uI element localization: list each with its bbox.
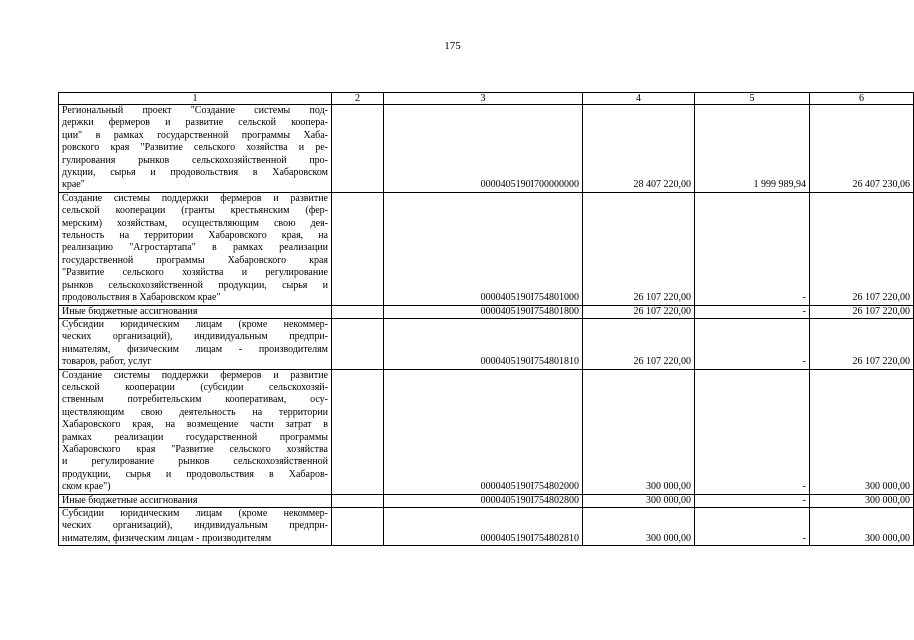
column-header: 1 [59, 93, 332, 105]
description-line: ровского края "Развитие сельского хозяйства и ре- [62, 142, 328, 154]
amount-column-5: - [695, 318, 810, 369]
description-line: ческих организаций), индивидуальным предпри- [62, 331, 328, 343]
table-row [59, 369, 914, 494]
description-line: ском крае") [62, 481, 111, 493]
description-line: Хабаровского края, на возмещение части затрат в [62, 419, 328, 431]
description-line: мерским) хозяйствам, осуществляющим свою дея- [62, 217, 328, 229]
description-line: Иные бюджетные ассигнования [62, 494, 198, 506]
description-line: нимателям, физическим лицам - производителям [62, 343, 328, 355]
description-line: Региональный проект "Создание системы под- [62, 105, 328, 116]
description-line: продукции, сырья и продовольствия в Хабаров- [62, 468, 328, 480]
table-row [59, 192, 914, 305]
classification-code: 0000405190I754801000 [384, 192, 583, 305]
column-header: 5 [695, 93, 810, 105]
description-line: и регулирование рынков сельскохозяйственной [62, 456, 328, 468]
amount-column-6: 300 000,00 [810, 494, 914, 507]
classification-code: 0000405190I754802810 [384, 508, 583, 546]
column-2-cell [332, 369, 384, 494]
amount-column-6: 26 107 220,00 [810, 318, 914, 369]
row-description [59, 318, 332, 369]
amount-column-4: 28 407 220,00 [583, 105, 695, 193]
column-2-cell [332, 508, 384, 546]
classification-code: 0000405190I754801810 [384, 318, 583, 369]
description-line: сельской кооперации (гранты крестьянским (фер- [62, 205, 328, 217]
amount-column-5: 1 999 989,94 [695, 105, 810, 193]
row-description [59, 494, 332, 507]
description-line: нимателям, физическим лицам - производителям [62, 532, 272, 544]
amount-column-4: 26 107 220,00 [583, 192, 695, 305]
amount-column-6: 26 107 220,00 [810, 305, 914, 318]
row-description [59, 369, 332, 494]
column-header: 4 [583, 93, 695, 105]
row-description [59, 192, 332, 305]
description-line: ственным потребительским кооперативам, осу- [62, 394, 328, 406]
description-line: Хабаровского края "Развитие сельского хозяйства [62, 443, 328, 455]
description-line: товаров, работ, услуг [62, 356, 152, 368]
table-row [59, 318, 914, 369]
row-description [59, 105, 332, 193]
description-line: реализацию "Агростартапа" в рамках реализации [62, 242, 328, 254]
table-row [59, 508, 914, 546]
amount-column-4: 300 000,00 [583, 494, 695, 507]
amount-column-4: 300 000,00 [583, 508, 695, 546]
amount-column-4: 26 107 220,00 [583, 318, 695, 369]
column-2-cell [332, 305, 384, 318]
classification-code: 0000405190I700000000 [384, 105, 583, 193]
description-line: Создание системы поддержки фермеров и развитие [62, 192, 328, 204]
amount-column-5: - [695, 305, 810, 318]
table-row [59, 494, 914, 507]
amount-column-6: 26 107 220,00 [810, 192, 914, 305]
column-2-cell [332, 192, 384, 305]
amount-column-6: 26 407 230,06 [810, 105, 914, 193]
description-line: ции" в рамках государственной программы Хаба- [62, 129, 328, 141]
classification-code: 0000405190I754802800 [384, 494, 583, 507]
description-line: дукции, сырья и продовольствия в Хабаровском [62, 167, 328, 179]
column-2-cell [332, 494, 384, 507]
amount-column-4: 300 000,00 [583, 369, 695, 494]
column-number-row [59, 93, 914, 105]
description-line: "Развитие сельского хозяйства и регулирование [62, 267, 328, 279]
amount-column-5: - [695, 494, 810, 507]
description-line: крае" [62, 179, 85, 191]
description-line: Иные бюджетные ассигнования [62, 305, 198, 317]
description-line: держки фермеров и развитие сельской коопера- [62, 117, 328, 129]
row-description [59, 305, 332, 318]
description-line: Создание системы поддержки фермеров и развитие [62, 369, 328, 381]
description-line: сельской кооперации (субсидии сельскохозяй- [62, 381, 328, 393]
description-line: тельность на территории Хабаровского края, на [62, 230, 328, 242]
table-row [59, 305, 914, 318]
amount-column-6: 300 000,00 [810, 508, 914, 546]
column-header: 6 [810, 93, 914, 105]
description-line: продовольствия в Хабаровском крае" [62, 292, 221, 304]
amount-column-5: - [695, 369, 810, 494]
description-line: Субсидии юридическим лицам (кроме некоммер- [62, 318, 328, 330]
classification-code: 0000405190I754802000 [384, 369, 583, 494]
page-number: 175 [444, 40, 461, 52]
classification-code: 0000405190I754801800 [384, 305, 583, 318]
column-header: 3 [384, 93, 583, 105]
description-line: Субсидии юридическим лицам (кроме некоммер- [62, 508, 328, 519]
table-row [59, 105, 914, 193]
column-header: 2 [332, 93, 384, 105]
amount-column-5: - [695, 192, 810, 305]
table-body [59, 105, 914, 546]
description-line: ческих организаций), индивидуальным предпри- [62, 520, 328, 532]
column-2-cell [332, 318, 384, 369]
row-description [59, 508, 332, 546]
amount-column-4: 26 107 220,00 [583, 305, 695, 318]
description-line: ществляющим свою деятельность на территории [62, 406, 328, 418]
description-line: рамках реализации государственной программы [62, 431, 328, 443]
description-line: гулирования рынков сельскохозяйственной про- [62, 154, 328, 166]
description-line: государственной программы Хабаровского края [62, 254, 328, 266]
amount-column-5: - [695, 508, 810, 546]
amount-column-6: 300 000,00 [810, 369, 914, 494]
column-2-cell [332, 105, 384, 193]
budget-table [58, 92, 914, 546]
description-line: рынков сельскохозяйственной продукции, сырья и [62, 279, 328, 291]
